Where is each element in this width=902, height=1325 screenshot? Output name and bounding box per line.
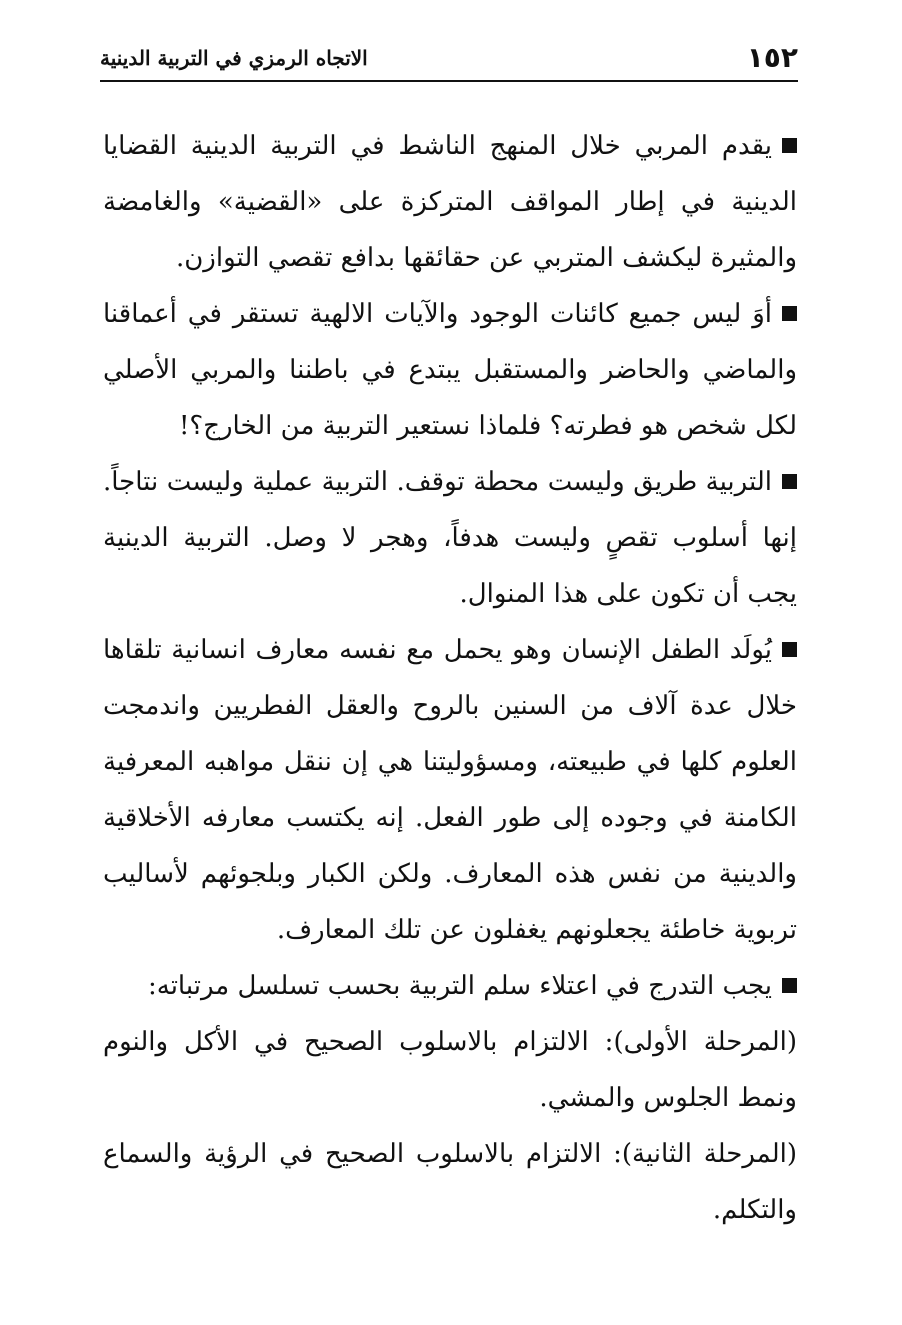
body-text	[103, 118, 797, 1238]
paragraph	[103, 622, 797, 958]
paragraph-text: يجب التدرج في اعتلاء سلم التربية بحسب تسلسل مرتباته:	[148, 971, 772, 1001]
page-header	[100, 36, 798, 82]
paragraph-stage-two	[103, 1126, 797, 1238]
paragraph	[103, 118, 797, 286]
square-bullet-icon	[782, 306, 797, 321]
paragraph-text: التربية طريق وليست محطة توقف. التربية عملية وليست نتاجاً. إنها أسلوب تقصٍ وليست هدفاً، وهجر لا وصل. التربية الدينية يجب أن تكون على هذا المنوال.	[103, 467, 797, 609]
square-bullet-icon	[782, 978, 797, 993]
paragraph	[103, 286, 797, 454]
square-bullet-icon	[782, 138, 797, 153]
page-number: ١٥٢	[746, 41, 798, 74]
running-title: الاتجاه الرمزي في التربية الدينية	[100, 46, 368, 70]
paragraph-stage-one	[103, 1014, 797, 1126]
square-bullet-icon	[782, 474, 797, 489]
paragraph-text: يقدم المربي خلال المنهج الناشط في التربية الدينية القضايا الدينية في إطار المواقف المتركزة على «القضية» والغامضة والمثيرة ليكشف المتربي عن حقائقها بدافع تقصي التوازن.	[103, 131, 797, 273]
paragraph-text: أوَ ليس جميع كائنات الوجود والآيات الالهية تستقر في أعماقنا والماضي والحاضر والمستقبل يبتدع في باطننا والمربي الأصلي لكل شخص هو فطرته؟ فلماذا نستعير التربية من الخارج؟!	[103, 299, 797, 441]
paragraph-text: يُولَد الطفل الإنسان وهو يحمل مع نفسه معارف انسانية تلقاها خلال عدة آلاف من السنين بالروح والعقل الفطريين واندمجت العلوم كلها في طبيعته، ومسؤوليتنا هي إن ننقل مواهبه المعرفية الكامنة في وجوده إلى طور الفعل. إنه يكتسب معارفه الأخلاقية والدينية من نفس هذه المعارف. ولكن الكبار وبلجوئهم لأساليب تربوية خاطئة يجعلونهم يغفلون عن تلك المعارف.	[103, 635, 797, 945]
paragraph	[103, 958, 797, 1014]
paragraph-text: (المرحلة الأولى): الالتزام بالاسلوب الصحيح في الأكل والنوم ونمط الجلوس والمشي.	[103, 1027, 797, 1113]
square-bullet-icon	[782, 642, 797, 657]
paragraph-text: (المرحلة الثانية): الالتزام بالاسلوب الصحيح في الرؤية والسماع والتكلم.	[103, 1139, 797, 1225]
paragraph	[103, 454, 797, 622]
